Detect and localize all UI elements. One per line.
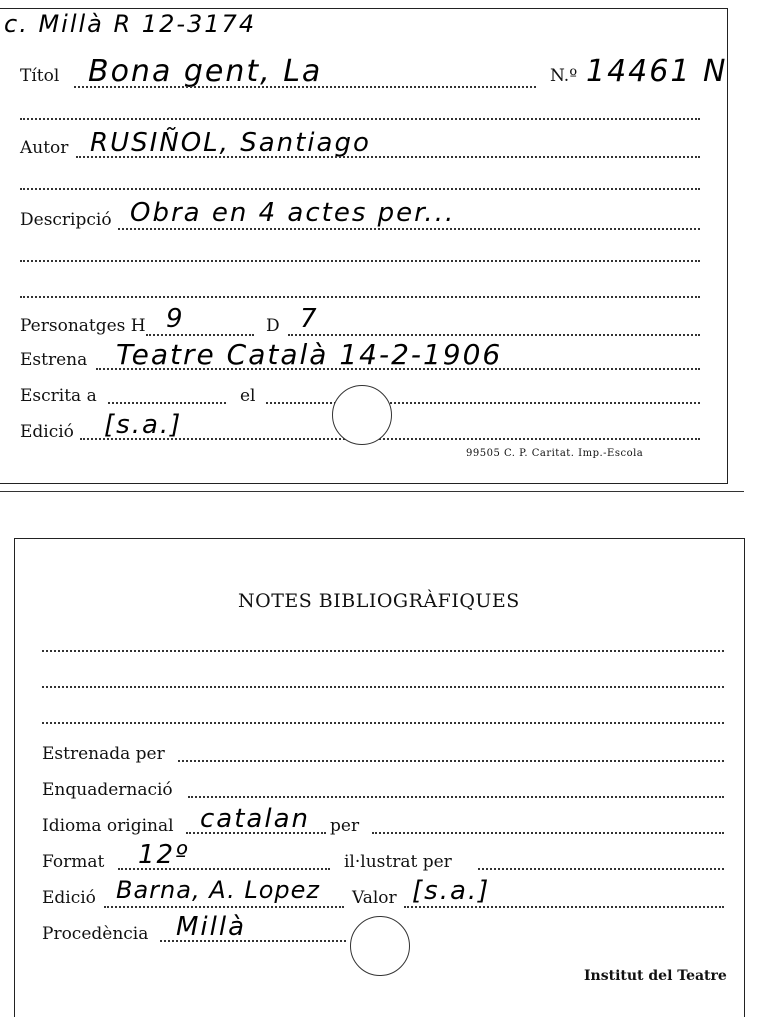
escrita-el-line (266, 402, 700, 404)
punch-hole-2 (350, 916, 410, 976)
personatges-h-value: 9 (166, 304, 185, 334)
edicio2-label: Edició (42, 888, 96, 908)
descripcio-label: Descripció (20, 210, 112, 230)
notes-line-2 (42, 686, 724, 688)
card-separator-line (0, 491, 744, 492)
escrita-el-label: el (240, 386, 256, 406)
notes-line-1 (42, 650, 724, 652)
idioma-line (186, 832, 326, 834)
descripcio-line (118, 228, 700, 230)
format-illustrat-label: il·lustrat per (344, 852, 452, 872)
estrenada-label: Estrenada per (42, 744, 165, 764)
estrenada-line (178, 760, 724, 762)
autor-line (76, 156, 700, 158)
estrena-line (96, 368, 700, 370)
punch-hole (332, 385, 392, 445)
valor-value: [s.a.] (412, 876, 491, 906)
edicio-label: Edició (20, 422, 74, 442)
valor-label: Valor (352, 888, 397, 908)
personatges-d-label: D (266, 316, 280, 336)
edicio-line (80, 438, 700, 440)
valor-line (404, 906, 724, 908)
procedencia-label: Procedència (42, 924, 149, 944)
number-label: N.º (550, 66, 578, 86)
personatges-d-line (288, 334, 700, 336)
escrita-line (108, 402, 226, 404)
idioma-value: catalan (200, 804, 310, 834)
format-label: Format (42, 852, 105, 872)
format-value: 12º (138, 840, 190, 870)
autor-value: RUSIÑOL, Santiago (90, 128, 371, 158)
estrena-value: Teatre Català 14-2-1906 (116, 338, 503, 371)
descripcio-line-2 (20, 260, 700, 262)
titol-line (74, 86, 536, 88)
edicio2-line (104, 906, 344, 908)
descripcio-line-3 (20, 296, 700, 298)
procedencia-line (160, 940, 346, 942)
personatges-d-value: 7 (300, 304, 319, 334)
escrita-label: Escrita a (20, 386, 97, 406)
archive-reference-note: c. Millà R 12-3174 (4, 10, 257, 38)
autor-label: Autor (20, 138, 69, 158)
estrena-label: Estrena (20, 350, 88, 370)
number-value: 14461 N (586, 54, 728, 89)
enquadernacio-label: Enquadernació (42, 780, 173, 800)
format-line (118, 868, 330, 870)
card-title: NOTES BIBLIOGRÀFIQUES (238, 590, 520, 612)
edicio-value: [s.a.] (104, 410, 183, 440)
descripcio-value: Obra en 4 actes per... (130, 198, 456, 228)
notes-line-3 (42, 722, 724, 724)
titol-extra-line (20, 118, 700, 120)
idioma-per-label: per (330, 816, 360, 836)
enquadernacio-line (188, 796, 724, 798)
titol-value: Bona gent, La (88, 54, 323, 89)
personatges-label: Personatges H (20, 316, 146, 336)
printer-imprint: 99505 C. P. Caritat. Imp.-Escola (466, 448, 644, 459)
edicio2-value: Barna, A. Lopez (116, 876, 320, 904)
format-illustrat-line (478, 868, 724, 870)
autor-extra-line (20, 188, 700, 190)
procedencia-value: Millà (176, 912, 247, 942)
idioma-per-line (372, 832, 724, 834)
titol-label: Títol (20, 66, 60, 86)
idioma-label: Idioma original (42, 816, 174, 836)
personatges-h-line (146, 334, 254, 336)
institution-name: Institut del Teatre (584, 968, 727, 984)
